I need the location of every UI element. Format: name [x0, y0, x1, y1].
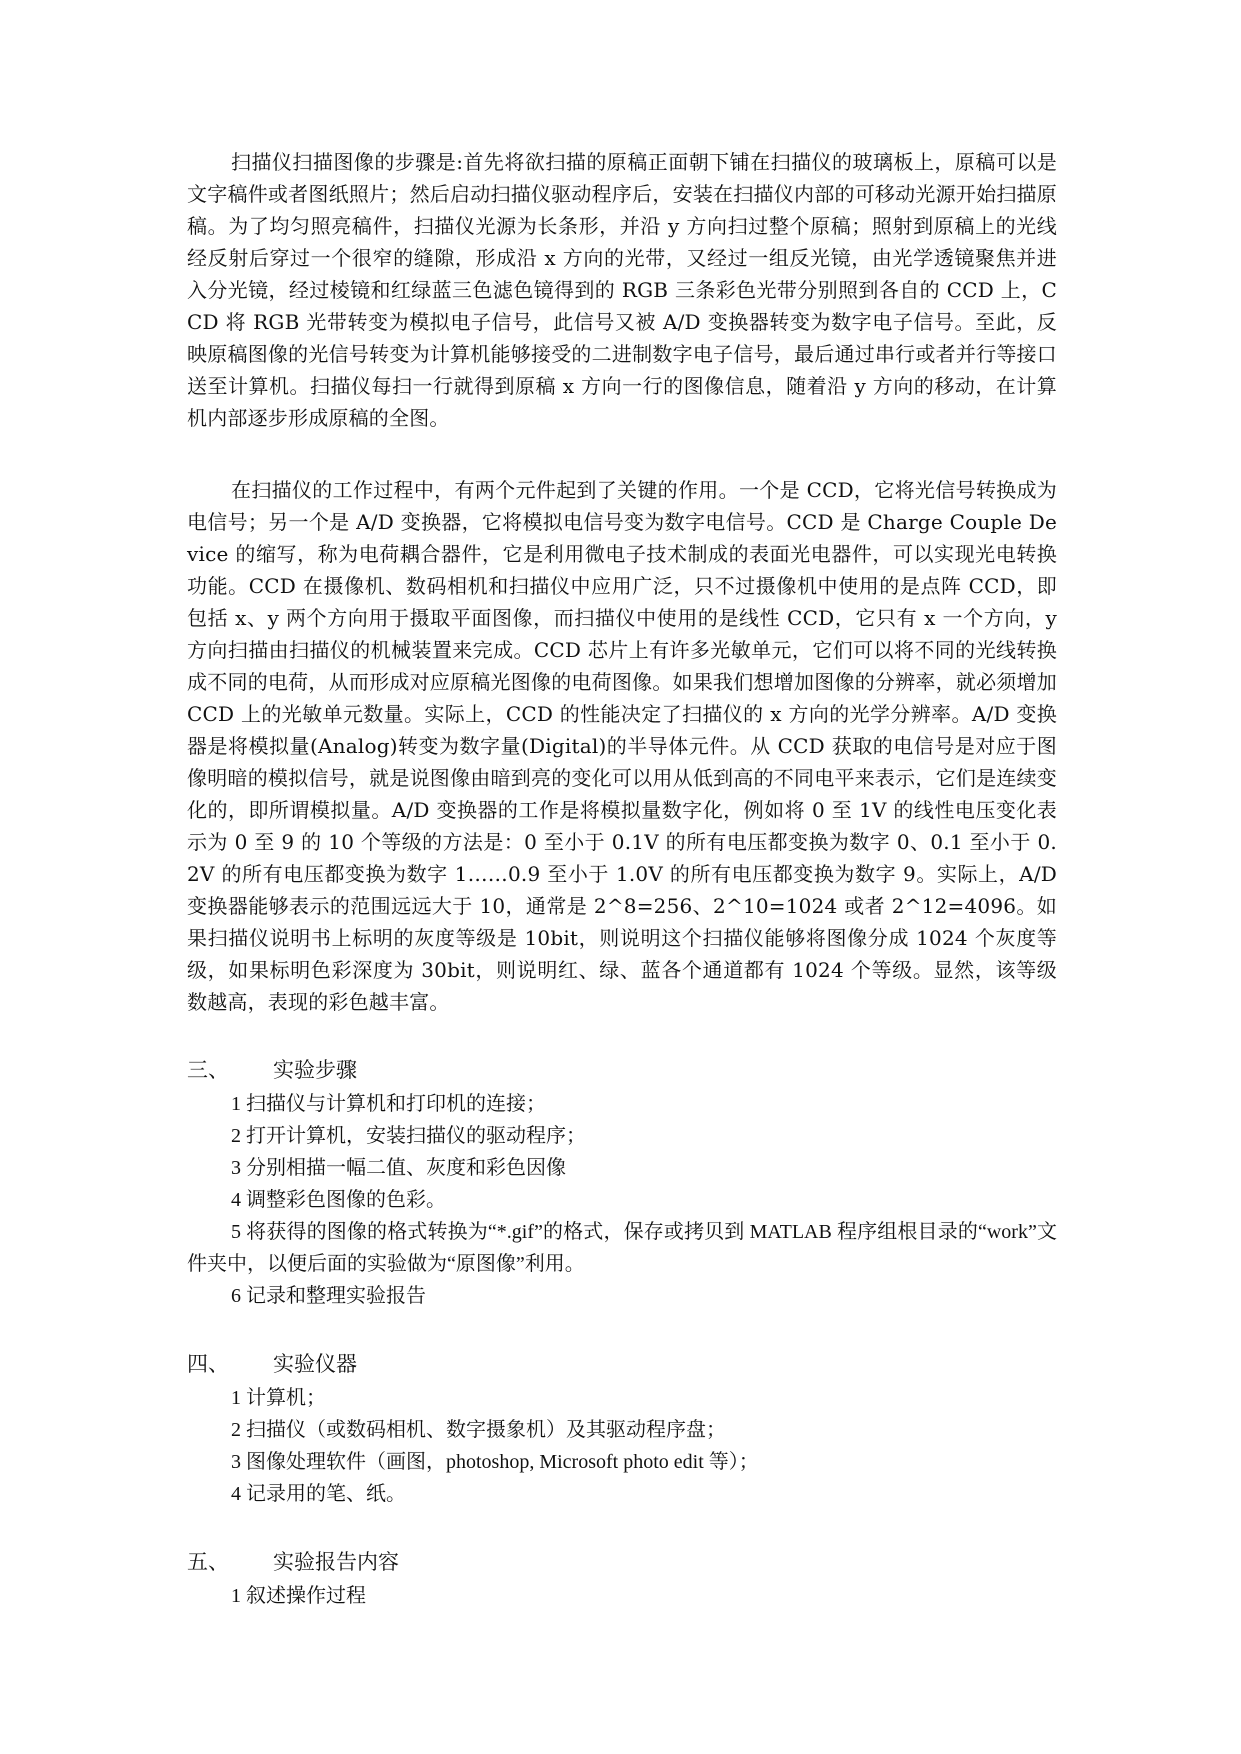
section-title: 实验报告内容 — [273, 1550, 399, 1574]
list-item: 1 叙述操作过程 — [231, 1585, 366, 1607]
section-experiment-steps — [187, 1052, 1057, 1312]
paragraph-spacer — [187, 434, 1057, 474]
section-experiment-equipment — [187, 1346, 1057, 1510]
section-report-content — [187, 1544, 1057, 1612]
list-item: 2 扫描仪（或数码相机、数字摄象机）及其驱动程序盘； — [231, 1419, 726, 1441]
list-item: 4 记录用的笔、纸。 — [231, 1483, 406, 1505]
section-heading — [187, 1544, 1057, 1580]
list-item: 1 扫描仪与计算机和打印机的连接； — [231, 1093, 546, 1115]
body-paragraph-scanning-steps: 扫描仪扫描图像的步骤是:首先将欲扫描的原稿正面朝下铺在扫描仪的玻璃板上，原稿可以是文字稿件或者图纸照片；然后启动扫描仪驱动程序后，安装在扫描仪内部的可移动光源开始扫描原稿。为了均匀照亮稿件，扫描仪光源为长条形，并沿 y 方向扫过整个原稿；照射到原稿上的光线经反射后穿过一个很窄的缝隙，形成沿 x 方向的光带，又经过一组反光镜，由光学透镜聚焦并进入分光镜，经过棱镜和红绿蓝三色滤色镜得到的 RGB 三条彩色光带分别照到各自的 CCD 上，CCD 将 RGB 光带转变为模拟电子信号，此信号又被 A/D 变换器转变为数字电子信号。至此，反映原稿图像的光信号转变为计算机能够接受的二进制数字电子信号，最后通过串行或者并行等接口送至计算机。扫描仪每扫一行就得到原稿 x 方向一行的图像信息，随着沿 y 方向的移动，在计算机内部逐步形成原稿的全图。 — [187, 150, 1058, 430]
list-item: 6 记录和整理实验报告 — [231, 1285, 426, 1307]
section-number: 五、 — [187, 1550, 229, 1574]
list-item: 4 调整彩色图像的色彩。 — [231, 1189, 446, 1211]
section-heading — [187, 1052, 1057, 1088]
list-item: 5 将获得的图像的格式转换为“*.gif”的格式，保存或拷贝到 MATLAB 程序组根目录的“work”文件夹中，以便后面的实验做为“原图像”利用。 — [187, 1221, 1057, 1275]
list-item: 1 计算机； — [231, 1387, 326, 1409]
body-paragraph-ccd-ad-converter: 在扫描仪的工作过程中，有两个元件起到了关键的作用。一个是 CCD，它将光信号转换成为电信号；另一个是 A/D 变换器，它将模拟电信号变为数字电信号。CCD 是 Charge Couple Device 的缩写，称为电荷耦合器件，它是利用微电子技术制成的表面光电器件，可以实现光电转换功能。CCD 在摄像机、数码相机和扫描仪中应用广泛，只不过摄像机中使用的是点阵 CCD，即包括 x、y 两个方向用于摄取平面图像，而扫描仪中使用的是线性 CCD，它只有 x 一个方向，y 方向扫描由扫描仪的机械装置来完成。CCD 芯片上有许多光敏单元，它们可以将不同的光线转换成不同的电荷，从而形成对应原稿光图像的电荷图像。如果我们想增加图像的分辨率，就必须增加 CCD 上的光敏单元数量。实际上，CCD 的性能决定了扫描仪的 x 方向的光学分辨率。A/D 变换器是将模拟量(Analog)转变为数字量(Digital)的半导体元件。从 CCD 获取的电信号是对应于图像明暗的模拟信号，就是说图像由暗到亮的变化可以用从低到高的不同电平来表示，它们是连续变化的，即所谓模拟量。A/D 变换器的工作是将模拟量数字化，例如将 0 至 1V 的线性电压变化表示为 0 至 9 的 10 个等级的方法是：0 至小于 0.1V 的所有电压都变换为数字 0、0.1 至小于 0.2V 的所有电压都变换为数字 1……0.9 至小于 1.0V 的所有电压都变换为数字 9。实际上，A/D 变换器能够表示的范围远远大于 10，通常是 2^8=256、2^10=1024 或者 2^12=4096。如果扫描仪说明书上标明的灰度等级是 10bit，则说明这个扫描仪能够将图像分成 1024 个灰度等级，如果标明色彩深度为 30bit，则说明红、绿、蓝各个通道都有 1024 个等级。显然，该等级数越高，表现的彩色越丰富。 — [187, 478, 1057, 1014]
section-heading — [187, 1346, 1057, 1382]
section-number: 四、 — [187, 1352, 229, 1376]
section-number: 三、 — [187, 1058, 229, 1082]
document-page — [187, 146, 1057, 1612]
list-item: 2 打开计算机，安装扫描仪的驱动程序； — [231, 1125, 586, 1147]
section-title: 实验步骤 — [273, 1058, 357, 1082]
list-item: 3 分别相描一幅二值、灰度和彩色因像 — [231, 1157, 566, 1179]
section-title: 实验仪器 — [273, 1352, 357, 1376]
list-item: 3 图像处理软件（画图，photoshop, Microsoft photo edit 等）； — [231, 1451, 759, 1473]
